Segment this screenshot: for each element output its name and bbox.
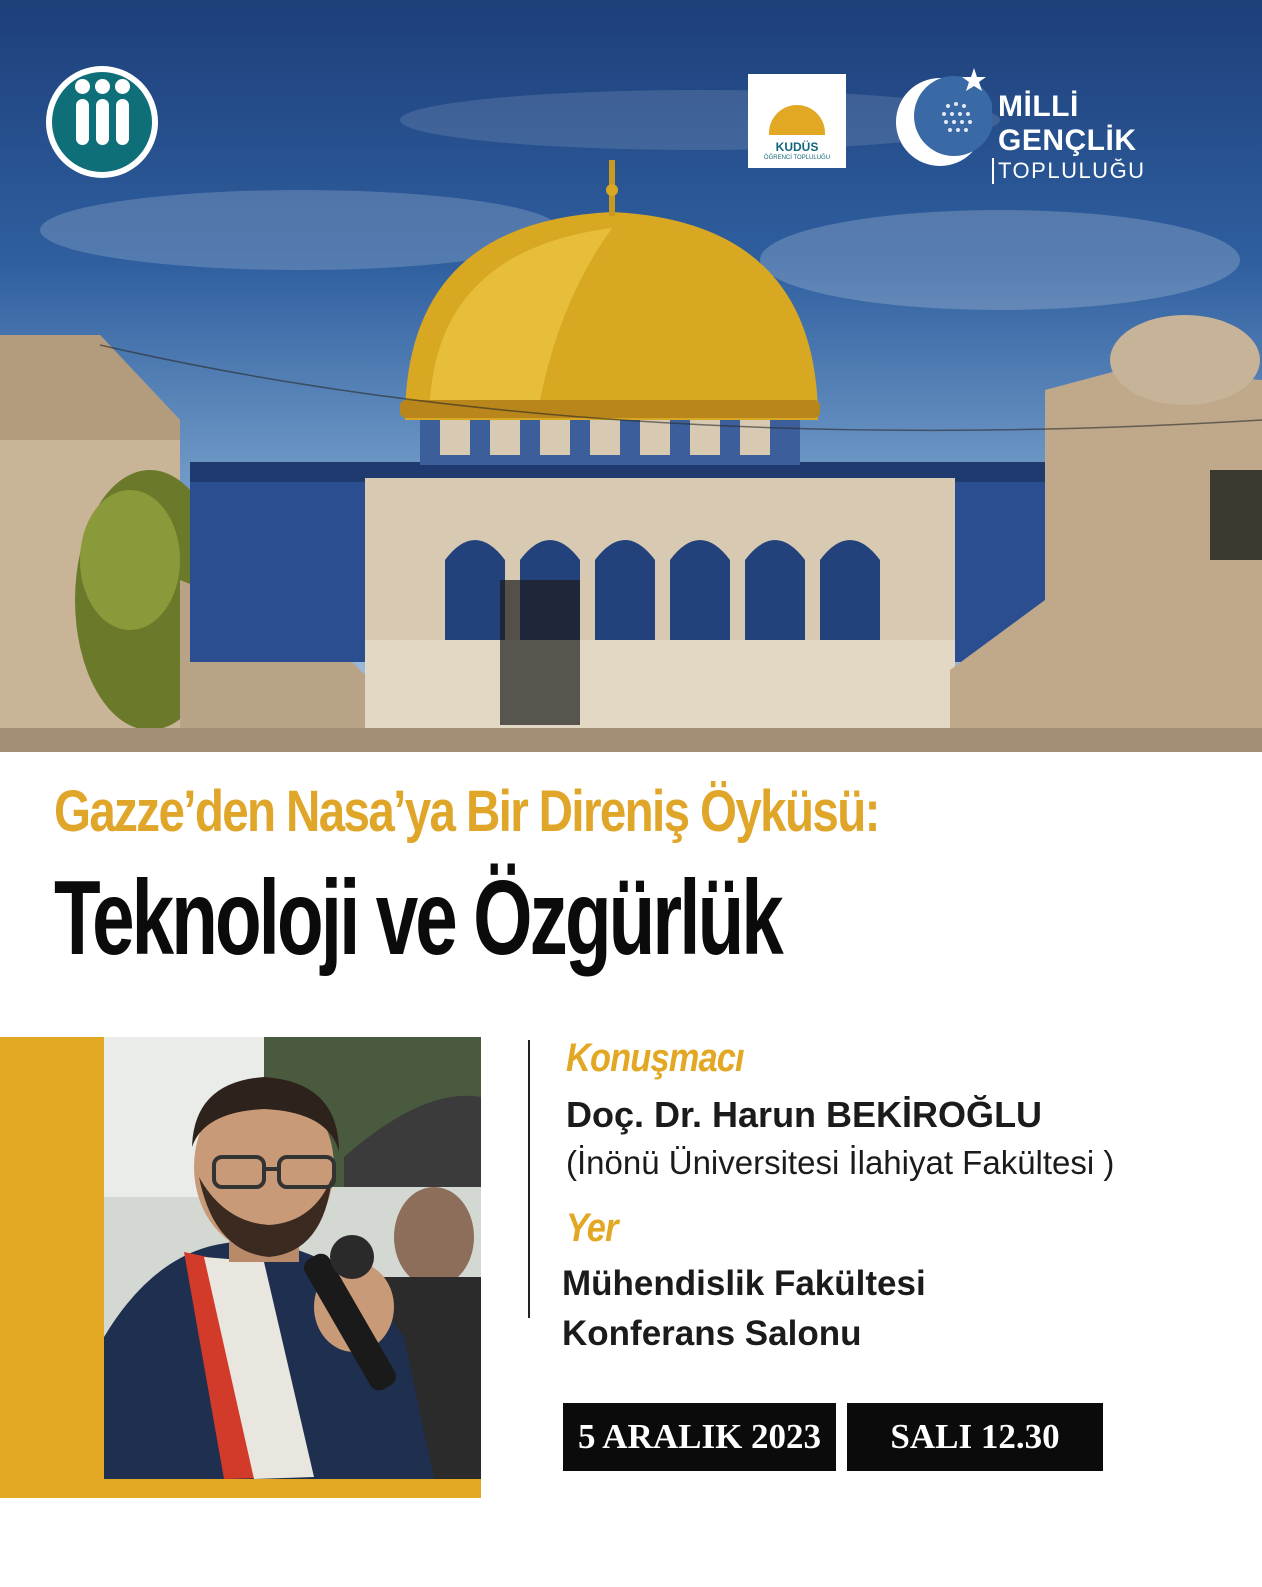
university-logo — [46, 66, 158, 178]
venue-line1: Mühendislik Fakültesi — [562, 1264, 926, 1303]
milli-genclik-logo-line1: MİLLİ GENÇLİK — [998, 90, 1137, 157]
kudus-logo-subtitle: ÖĞRENCİ TOPLULUĞU — [763, 155, 831, 161]
crescent-globe-star-icon — [888, 66, 992, 170]
university-logo-mark — [52, 72, 152, 172]
kudus-logo-name: KUDÜS — [775, 140, 819, 154]
milli-genclik-toplulugu-logo — [888, 66, 1218, 183]
speaker-affiliation: (İnönü Üniversitesi İlahiyat Fakültesi ) — [566, 1144, 1115, 1181]
event-title-line1: Gazze’den Nasa’ya Bir Direniş Öyküsü: — [54, 779, 879, 844]
event-time-badge: SALI 12.30 — [847, 1403, 1103, 1471]
speaker-portrait — [104, 1037, 481, 1479]
speaker-name: Doç. Dr. Harun BEKİROĞLU — [566, 1094, 1043, 1135]
venue-line2: Konferans Salonu — [562, 1314, 862, 1353]
dome-icon — [769, 105, 825, 135]
speaker-label: Konuşmacı — [566, 1036, 744, 1080]
kudus-ogrenci-toplulugu-logo — [748, 74, 846, 168]
event-date-badge: 5 ARALIK 2023 — [563, 1403, 836, 1471]
hero-photo — [0, 0, 1262, 752]
info-divider — [528, 1040, 530, 1318]
venue-label: Yer — [566, 1206, 618, 1250]
milli-genclik-logo-line2: TOPLULUĞU — [992, 158, 1218, 184]
speaker-photo — [104, 1037, 481, 1479]
event-title-line2: Teknoloji ve Özgürlük — [54, 859, 781, 977]
